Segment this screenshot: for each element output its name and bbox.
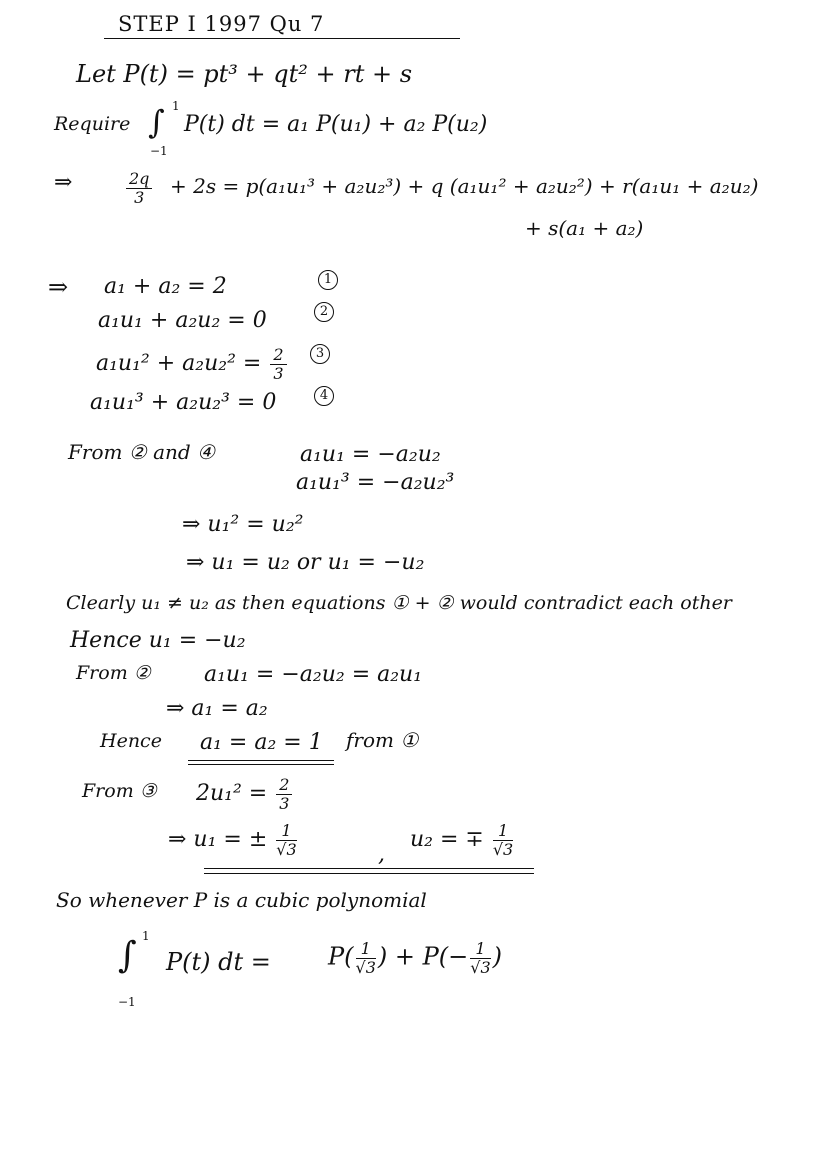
eq-number-4: 4 [314, 386, 334, 406]
result-separator: , [378, 842, 385, 867]
eq1-continuation: + s(a₁ + a₂) [525, 216, 644, 240]
final-underline-1 [204, 868, 534, 869]
equation-1: a₁ + a₂ = 2 [104, 274, 227, 299]
result-underline-1 [188, 760, 334, 761]
from24-line-b: a₁u₁³ = −a₂u₂³ [296, 470, 455, 495]
eq-number-3: 3 [310, 344, 330, 364]
implies-or: ⇒ u₁ = u₂ or u₁ = −u₂ [186, 550, 425, 575]
from24-line-a: a₁u₁ = −a₂u₂ [300, 442, 441, 467]
require-expression: P(t) dt = a₁ P(u₁) + a₂ P(u₂) [184, 112, 488, 137]
final-rhs: P( $\frac{1}{√3}$ ) + P(− $\frac{1}{√3}$ ) [328, 939, 502, 977]
from-1-note: from ① [346, 728, 419, 752]
from-3-expression: 2u₁² = $\frac{2}{3}$ [196, 776, 294, 812]
eq-number-1: 1 [318, 270, 338, 290]
result-underline-2 [188, 764, 334, 765]
equation-3: a₁u₁² + a₂u₂² = $\frac{2}{3}$ [96, 346, 289, 382]
from-3-label: From ③ [82, 780, 157, 802]
integral-sign: ∫ [148, 103, 165, 141]
hence-u1: Hence u₁ = −u₂ [70, 628, 246, 653]
eq1-lhs-fraction: $\frac{2q}{3}$ [124, 170, 154, 206]
integral-lower: −1 [150, 144, 168, 158]
let-line: Let P(t) = pt³ + qt² + rt + s [76, 60, 413, 88]
equation-2: a₁u₁ + a₂u₂ = 0 [98, 308, 267, 333]
result-u2: u₂ = ∓ $\frac{1}{√3}$ [410, 821, 514, 859]
implies-a-equal: ⇒ a₁ = a₂ [166, 696, 268, 721]
from-2-label: From ② [76, 662, 151, 684]
eq-number-2: 2 [314, 302, 334, 322]
final-lhs: P(t) dt = [166, 948, 271, 976]
hence-label: Hence [100, 730, 162, 752]
final-underline-2 [204, 873, 534, 874]
final-integral-upper: 1 [142, 929, 150, 943]
clearly-line: Clearly u₁ ≠ u₂ as then equations ① + ② would contradict each other [66, 592, 732, 614]
page-title: STEP I 1997 Qu 7 [118, 12, 325, 36]
final-integral-sign: ∫ [118, 935, 137, 976]
hence-expression: a₁ = a₂ = 1 [200, 730, 323, 755]
implies-arrow-2: ⇒ [48, 273, 69, 301]
integral-upper: 1 [172, 99, 180, 113]
from-2-and-4: From ② and ④ [68, 440, 215, 464]
final-integral-lower: −1 [118, 995, 136, 1009]
eq1-rhs: + 2s = p(a₁u₁³ + a₂u₂³) + q (a₁u₁² + a₂u₂²) + r(a₁u₁ + a₂u₂) [170, 174, 759, 198]
equation-4: a₁u₁³ + a₂u₂³ = 0 [90, 390, 277, 415]
implies-arrow: ⇒ [54, 170, 73, 195]
conclusion-line: So whenever P is a cubic polynomial [56, 888, 427, 912]
from-2-expression: a₁u₁ = −a₂u₂ = a₂u₁ [204, 662, 423, 687]
implies-squares: ⇒ u₁² = u₂² [182, 512, 304, 537]
result-u1: ⇒ u₁ = ± $\frac{1}{√3}$ [168, 821, 297, 859]
require-label: Require [54, 113, 131, 135]
title-underline [104, 38, 460, 39]
